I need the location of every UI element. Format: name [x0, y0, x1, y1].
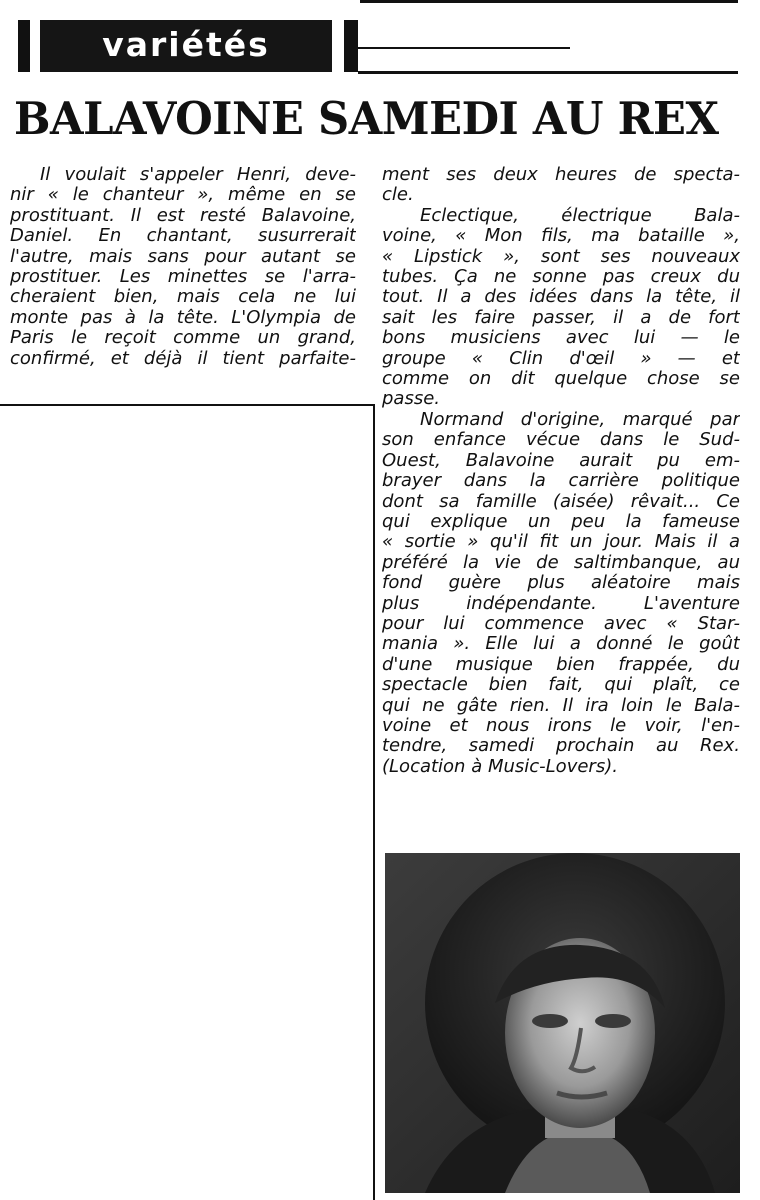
column-bottom-rule	[0, 404, 375, 406]
right-line-8: sait les faire passer, il a de fort	[382, 307, 740, 328]
left-line-10: confirmé, et déjà il tient parfaite-	[10, 348, 356, 369]
left-line-5: l'autre, mais sans pour autant se	[10, 246, 356, 267]
banner-thin-rule	[358, 47, 570, 49]
left-line-4: Daniel. En chantant, susurrerait	[10, 226, 356, 247]
right-line-28: voine et nous irons le voir, l'en-	[382, 715, 740, 736]
right-line-19: « sortie » qu'il fit un jour. Mais il a	[382, 532, 740, 553]
right-line-1: ment ses deux heures de specta-	[382, 165, 740, 185]
right-line-18: qui explique un peu la fameuse	[382, 511, 740, 532]
section-banner	[40, 20, 332, 72]
right-line-13: Normand d'origine, marqué par	[420, 409, 740, 430]
right-line-12: passe.	[382, 389, 441, 410]
article-headline: BALAVOINE SAMEDI AU REX	[14, 92, 719, 145]
right-line-9: bons musiciens avec lui — le	[382, 328, 740, 349]
left-column	[10, 165, 356, 369]
right-line-17: dont sa famille (aisée) rêvait... Ce	[382, 491, 740, 512]
right-line-26: spectacle bien fait, qui plaît, ce	[382, 675, 740, 696]
right-line-23: pour lui commence avec « Star-	[382, 613, 740, 634]
left-line-1: Il voulait s'appeler Henri, deve-	[40, 165, 356, 185]
banner-end-bar	[344, 20, 358, 72]
right-line-25: d'une musique bien frappée, du	[382, 654, 740, 675]
right-line-11: comme on dit quelque chose se	[382, 369, 740, 390]
right-line-24: mania ». Elle lui a donné le goût	[382, 634, 740, 655]
right-line-2: cle.	[382, 185, 414, 206]
banner-long-rule	[358, 71, 738, 74]
right-line-30: (Location à Music-Lovers).	[382, 756, 618, 777]
right-line-27: qui ne gâte rien. Il ira loin le Bala-	[382, 695, 740, 716]
right-line-20: préféré la vie de saltimbanque, au	[382, 552, 740, 573]
right-line-5: « Lipstick », sont ses nouveaux	[382, 246, 740, 267]
right-line-4: voine, « Mon fils, ma bataille »,	[382, 226, 740, 247]
column-divider-rule	[373, 404, 375, 1200]
left-line-3: prostituant. Il est resté Balavoine,	[10, 205, 356, 226]
portrait-image	[385, 853, 740, 1193]
right-line-14: son enfance vécue dans le Sud-	[382, 430, 740, 451]
right-line-10: groupe « Clin d'œil » — et	[382, 348, 740, 369]
right-line-7: tout. Il a des idées dans la tête, il	[382, 287, 740, 308]
right-line-3: Eclectique, électrique Bala-	[420, 205, 740, 226]
right-line-22: plus indépendante. L'aventure	[382, 593, 740, 614]
right-line-15: Ouest, Balavoine aurait pu em-	[382, 450, 740, 471]
portrait-photo	[385, 853, 740, 1193]
right-line-16: brayer dans la carrière politique	[382, 471, 740, 492]
left-line-6: prostituer. Les minettes se l'arra-	[10, 267, 356, 288]
left-line-2: nir « le chanteur », même en se	[10, 185, 356, 206]
left-line-9: Paris le reçoit comme un grand,	[10, 328, 356, 349]
left-line-8: monte pas à la tête. L'Olympia de	[10, 307, 356, 328]
section-label: variétés	[102, 24, 270, 64]
right-line-6: tubes. Ça ne sonne pas creux du	[382, 267, 740, 288]
right-column	[382, 165, 740, 777]
left-line-7: cheraient bien, mais cela ne lui	[10, 287, 356, 308]
banner-top-rule	[360, 0, 738, 3]
right-line-21: fond guère plus aléatoire mais	[382, 573, 740, 594]
right-line-29: tendre, samedi prochain au Rex.	[382, 736, 740, 757]
banner-lead-bar	[18, 20, 30, 72]
